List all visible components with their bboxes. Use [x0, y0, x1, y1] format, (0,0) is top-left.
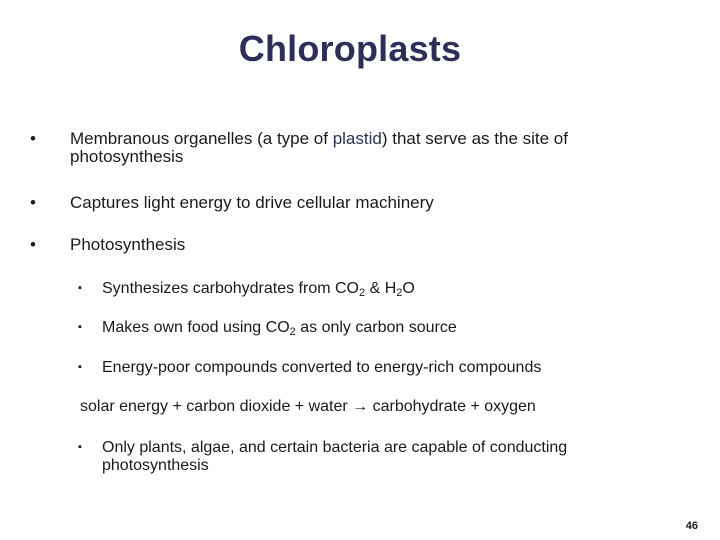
bullet-marker: •	[30, 129, 36, 148]
sub-bullet-marker: ▪	[78, 361, 82, 373]
text-part: O	[402, 280, 415, 297]
text-part: & H	[365, 280, 397, 297]
sub-bullet-text	[102, 280, 662, 298]
bullet-text-line2: photosynthesis	[70, 147, 184, 166]
photosynthesis-equation: solar energy + carbon dioxide + water → carbohydrate + oxygen	[80, 398, 536, 415]
sub-bullet-text	[102, 319, 662, 337]
sub-bullet-marker: ▪	[78, 441, 82, 453]
sub-bullet-line2: photosynthesis	[102, 457, 209, 474]
bullet-text-part: ) that serve as the site of	[381, 129, 568, 148]
sub-bullet-text	[102, 439, 662, 475]
slide-title: Chloroplasts	[238, 28, 462, 69]
subscript: 2	[359, 287, 366, 299]
bullet-text	[70, 130, 690, 166]
sub-bullet-text: Energy-poor compounds converted to energy-rich compounds	[102, 359, 542, 376]
sub-bullet-marker: ▪	[78, 321, 82, 333]
sub-bullet-marker: ▪	[78, 282, 82, 294]
bullet-text: Photosynthesis	[70, 235, 186, 254]
bullet-text: Captures light energy to drive cellular machinery	[70, 193, 434, 212]
page-number: 46	[685, 520, 698, 532]
sub-bullet-line1: Only plants, algae, and certain bacteria are capable of conducting	[102, 439, 568, 456]
bullet-marker: •	[30, 235, 36, 254]
plastid-term: plastid	[332, 129, 382, 148]
subscript: 2	[396, 287, 403, 299]
text-part: as only carbon source	[295, 319, 457, 336]
bullet-marker: •	[30, 193, 36, 212]
bullet-text-part: Membranous organelles (a type of	[70, 129, 333, 148]
text-part: Makes own food using CO	[102, 319, 290, 336]
subscript: 2	[289, 326, 296, 338]
text-part: Synthesizes carbohydrates from CO	[102, 280, 359, 297]
